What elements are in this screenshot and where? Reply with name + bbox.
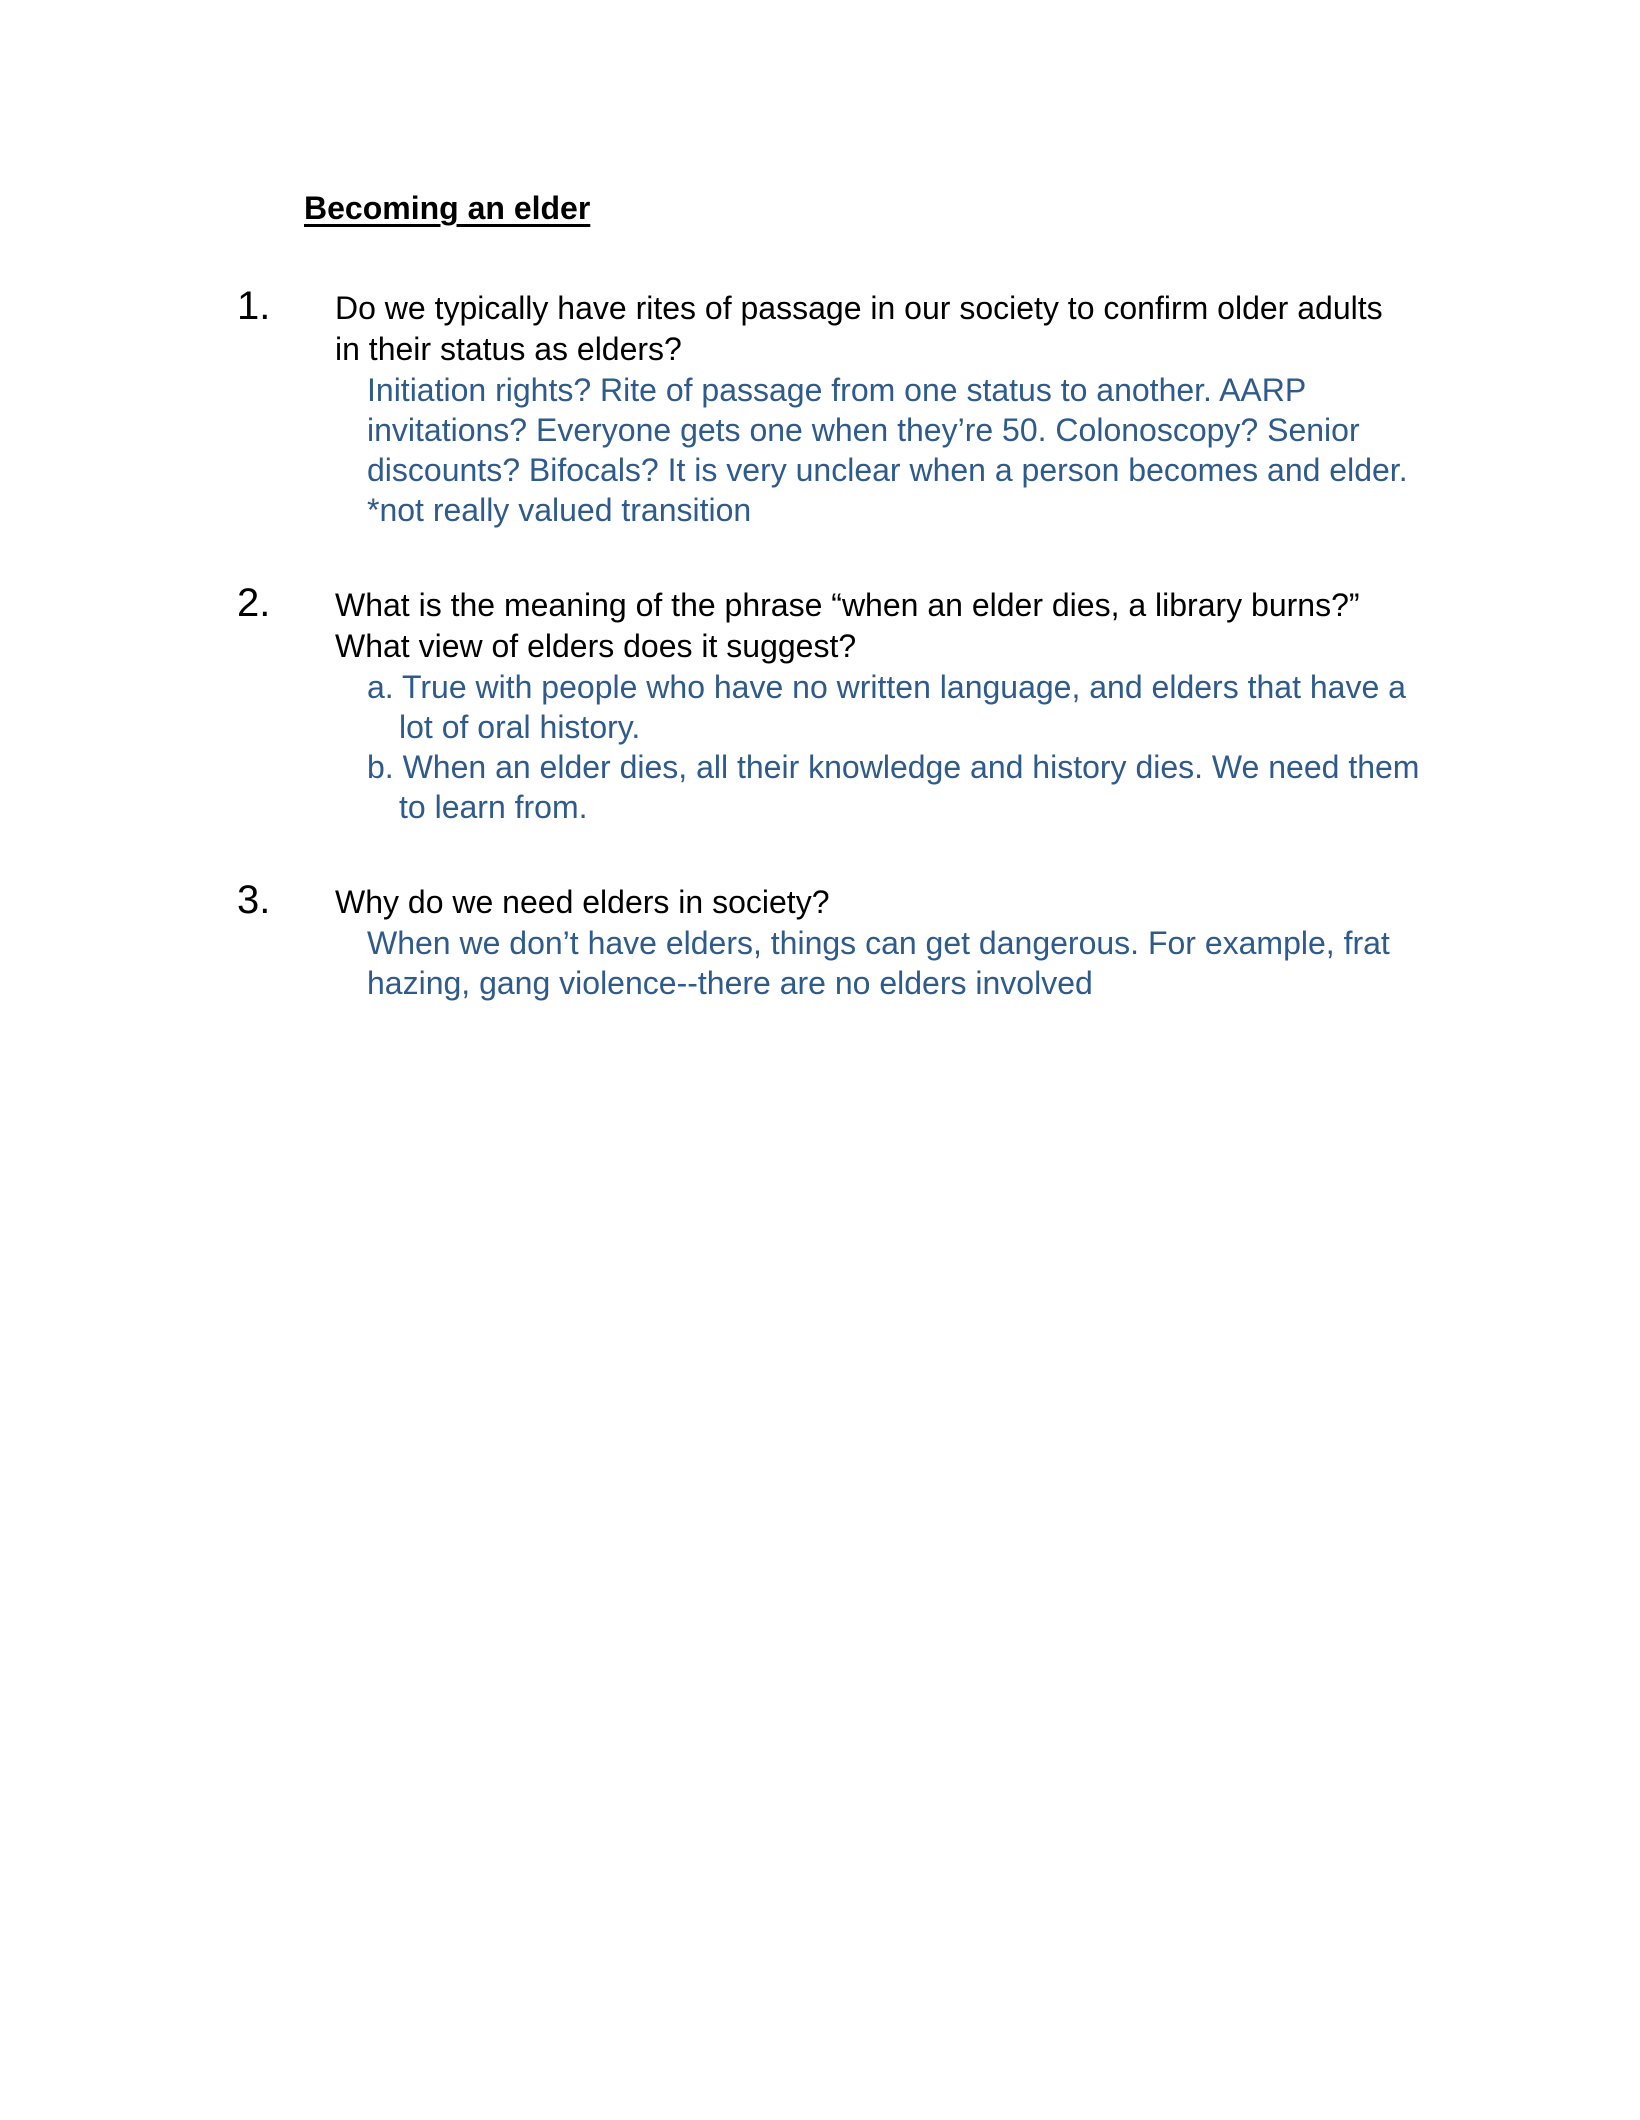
page-title: Becoming an elder [304,190,591,226]
question-text: Why do we need elders in society? [335,884,830,920]
answer-2b: b. When an elder dies, all their knowledge and history dies. We need them to learn from. [367,749,1420,825]
answer-2a: a. True with people who have no written language, and elders that have a lot of oral history. [367,669,1406,745]
question-number: 2. [237,581,271,625]
answer-1: Initiation rights? Rite of passage from one status to another. AARP invitations? Everyone gets one when they’re 50. Colonoscopy? Senior discounts? Bifocals? It is very unclear when a person becomes and elder. *not really valued transition [367,372,1408,528]
question-number: 3. [237,878,271,922]
question-text: What is the meaning of the phrase “when an elder dies, a library burns?” What view of elders does it suggest? [335,587,1360,664]
answer-3: When we don’t have elders, things can get dangerous. For example, frat hazing, gang violence--there are no elders involved [367,925,1390,1001]
question-text: Do we typically have rites of passage in our society to confirm older adults in their status as elders? [335,290,1383,367]
question-number: 1. [237,284,271,328]
